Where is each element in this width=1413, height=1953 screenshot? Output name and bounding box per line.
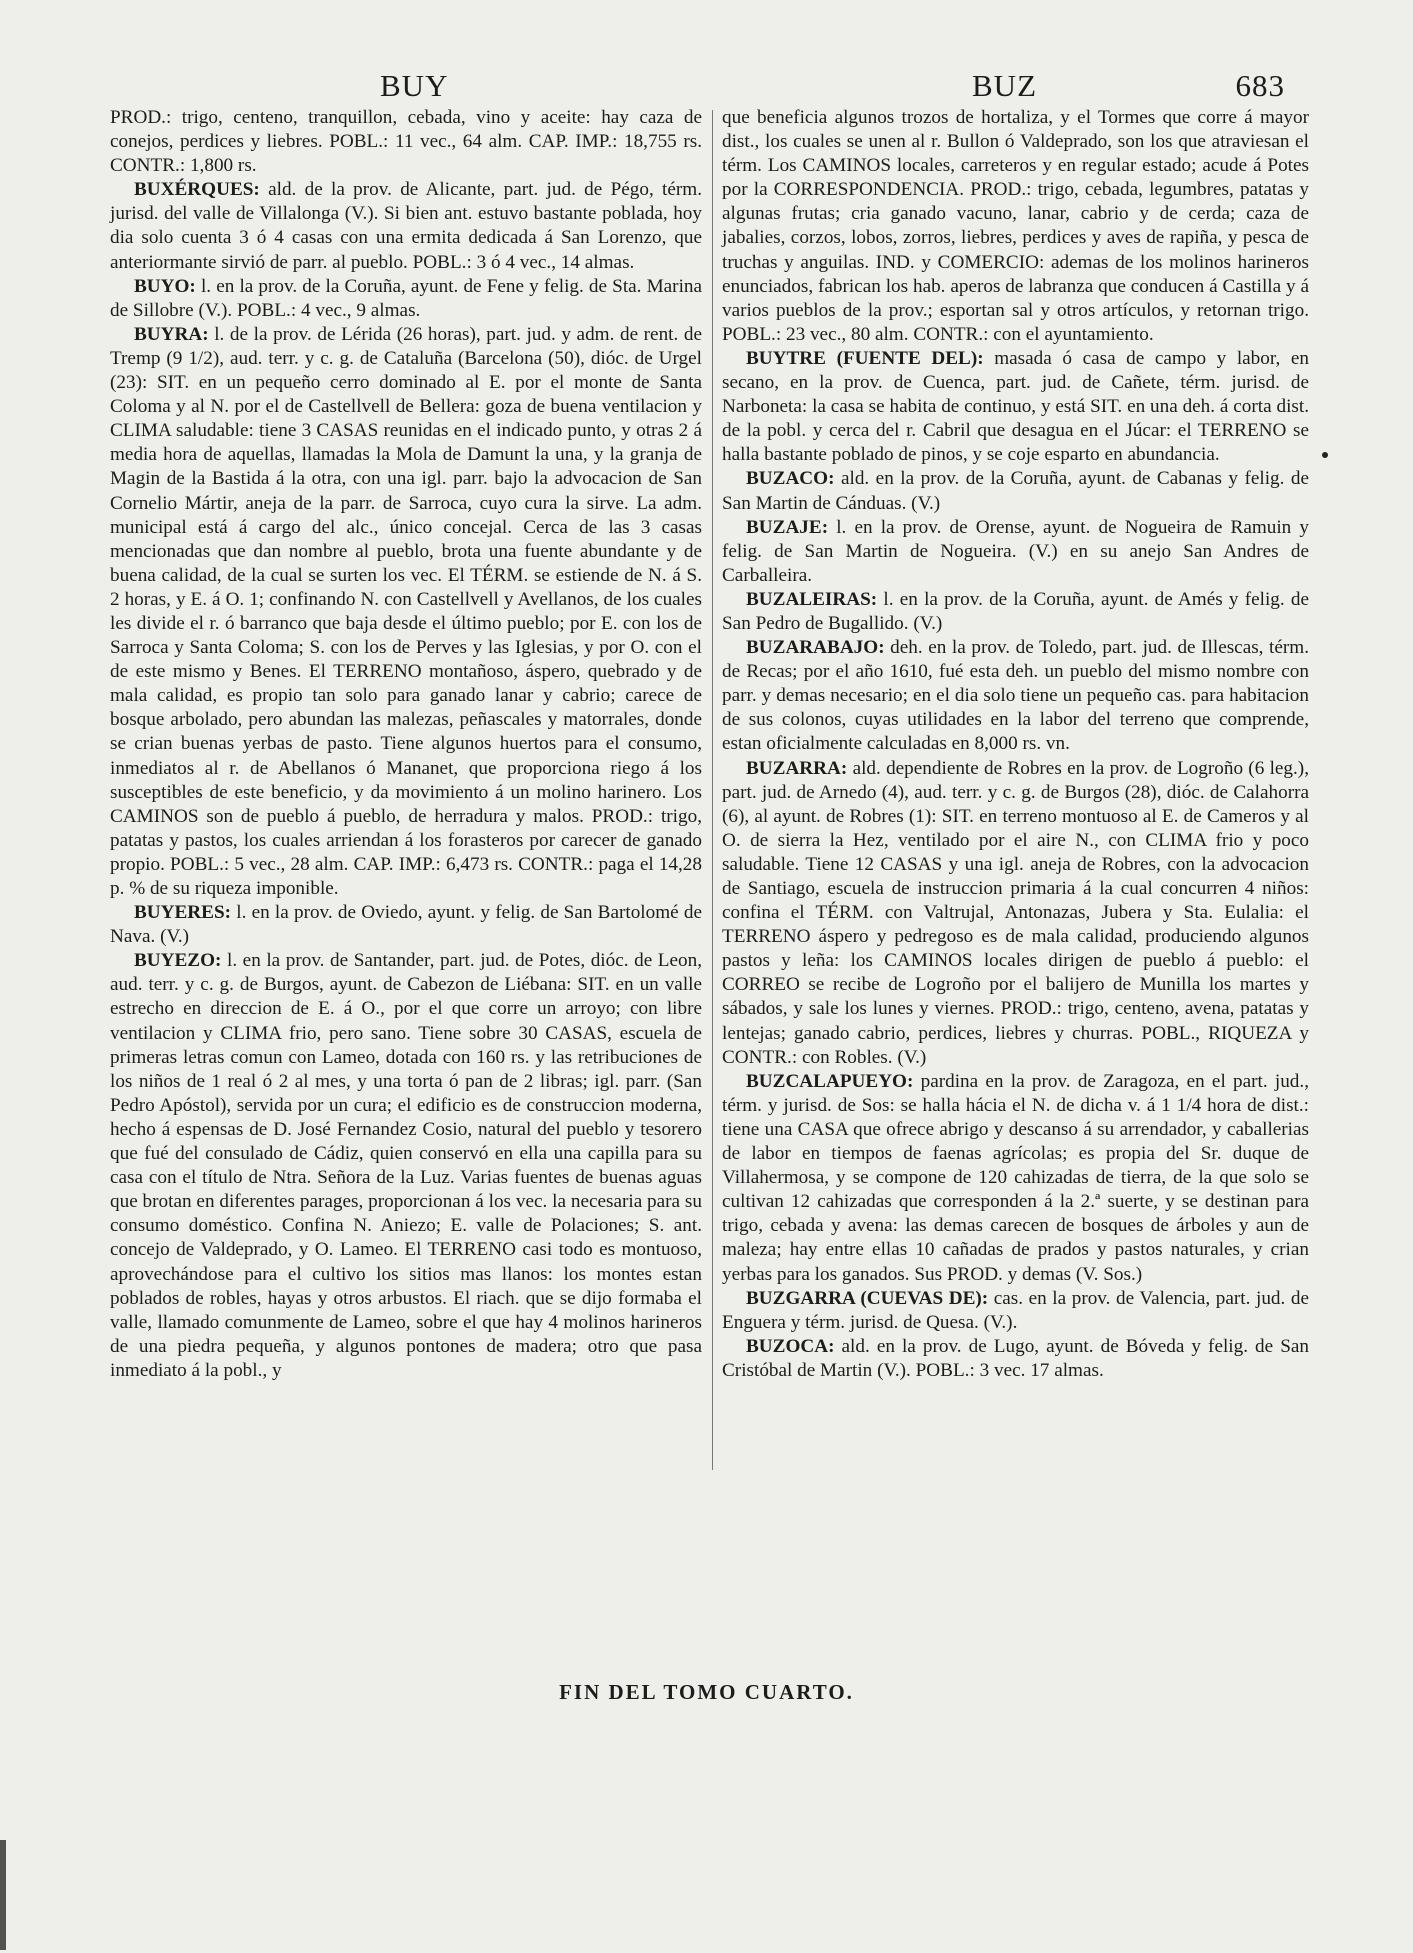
entry-headword: BUZOCA: bbox=[746, 1335, 835, 1357]
entry-text: PROD.: trigo, centeno, tranquillon, cebada, vino y aceite: hay caza de conejos, perdices y liebres. POBL.: 11 vec., 64 alm. CAP. IMP.: 18,755 rs. CONTR.: 1,800 rs. bbox=[110, 107, 702, 177]
dictionary-entry bbox=[722, 347, 1309, 467]
right-column bbox=[722, 106, 1309, 1383]
print-speck bbox=[1322, 452, 1328, 458]
entry-text: l. en la prov. de Orense, ayunt. de Nogueira de Ramuin y felig. de San Martin de Nogueira. (V.) en su anejo San Andres de Carballeira. bbox=[722, 516, 1309, 586]
dictionary-entry bbox=[722, 1335, 1309, 1383]
dictionary-entry bbox=[722, 106, 1309, 347]
left-column bbox=[110, 106, 702, 1383]
page-edge-mark bbox=[0, 1840, 6, 1950]
entry-text: ald. dependiente de Robres en la prov. de Logroño (6 leg.), part. jud. de Arnedo (4), aud. terr. y c. g. de Burgos (28), dióc. de Calahorra (6), al ayunt. de Robres (1): SIT. en terreno montuoso al E. de Cameros y al O. de sierra la Hez, ventilado por el aire N., con CLIMA frio y poco saludable. Tiene 12 CASAS y una igl. aneja de Robres, con la advocacion de Santiago, escuela de instruccion primaria á la cual concurren 4 niños: confina el TÉRM. con Valtrujal, Antonazas, Jubera y Sta. Eulalia: el TERRENO áspero y pedregoso es de mala calidad, produciendo algunos pastos y leña: los CAMINOS locales dirigen de pueblo á pueblo: el CORREO se recibe de Logroño por el balijero de Munilla los martes y sábados, y sale los lunes y viernes. PROD.: trigo, centeno, avena, patatas y lentejas; ganado cabrio, perdices, liebres y churras. POBL., RIQUEZA y CONTR.: con Robles. (V.) bbox=[722, 757, 1309, 1068]
column-divider bbox=[712, 110, 713, 1470]
entry-headword: BUXÉRQUES: bbox=[134, 179, 260, 201]
entry-text: l. en la prov. de Santander, part. jud. de Potes, dióc. de Leon, aud. terr. y c. g. de Burgos, ayunt. de Cabezon de Liébana: SIT. en un valle estrecho en direccion de E. á O., por el que corre un arroyo; con libre ventilacion y CLIMA frio, pero sano. Tiene sobre 30 CASAS, escuela de primeras letras comun con Lameo, dotada con 160 rs. y las retribuciones de los niños de 1 real ó 2 al mes, y una torta ó pan de 2 libras; igl. parr. (San Pedro Apóstol), servida por un cura; el edificio es de construccion moderna, hecho á espensas de D. José Fernandez Cosio, natural del pueblo y tesorero que fué del consulado de Cádiz, quien conservó en ella una capilla para su casa con el título de Ntra. Señora de la Luz. Varias fuentes de buenas aguas que brotan en diferentes parages, proporcionan á los vec. la necesaria para su consumo doméstico. Confina N. Aniezo; E. valle de Polaciones; S. ant. concejo de Valdeprado, y O. Lameo. El TERRENO casi todo es montuoso, aprovechándose para el cultivo los sitios mas llanos: los montes estan poblados de robles, hayas y otros arbustos. El riach. que se dijo formaba el valle, llamado comunmente de Lameo, sobre el que hay 4 molinos harineros de una piedra pequeña, y algunos pontones de madera; otro que pasa inmediato á la pobl., y bbox=[110, 950, 702, 1381]
entry-headword: BUYEZO: bbox=[134, 950, 222, 972]
entry-text: l. en la prov. de Oviedo, ayunt. y felig. de San Bartolomé de Nava. (V.) bbox=[110, 902, 703, 948]
entry-headword: BUZACO: bbox=[746, 468, 835, 490]
entry-headword: BUZARABAJO: bbox=[746, 637, 885, 659]
dictionary-entry bbox=[110, 106, 702, 178]
dictionary-entry bbox=[722, 588, 1309, 636]
end-of-volume-note: FIN DEL TOMO CUARTO. bbox=[559, 1680, 854, 1704]
dictionary-entry bbox=[110, 901, 702, 949]
entry-headword: BUZAJE: bbox=[746, 516, 829, 538]
dictionary-entry bbox=[722, 636, 1309, 756]
running-header-center: BUZ bbox=[972, 68, 1037, 103]
entry-text: que beneficia algunos trozos de hortaliza, y el Tormes que corre á mayor dist., los cuales se unen al r. Bullon ó Valdeprado, son los que atraviesan el térm. Los CAMINOS locales, carreteros y en regular estado; acude á Potes por la CORRESPONDENCIA. PROD.: trigo, cebada, legumbres, patatas y algunas frutas; cria ganado vacuno, lanar, cabrio y de cerda; caza de jabalies, corzos, lobos, zorros, liebres, perdices y aves de rapiña, y pesca de truchas y anguilas. IND. y COMERCIO: ademas de los molinos harineros enunciados, fabrican los hab. aperos de labranza que conducen á Castilla y á varios pueblos de la prov.; esportan sal y otros artículos, y retornan trigo. POBL.: 23 vec., 80 alm. CONTR.: con el ayuntamiento. bbox=[722, 107, 1309, 345]
entry-text: pardina en la prov. de Zaragoza, en el part. jud., térm. y jurisd. de Sos: se halla hácia el N. de dicha v. á 1 1/4 hora de dist.: tiene una CASA que ofrece abrigo y descanso á su arrendador, y caballerias de labor en tiempos de faenas agrícolas; es propia del Sr. duque de Villahermosa, y se compone de 120 cahizadas de tierra, de la que solo se cultivan 12 cahizadas que corresponden á la 2.ª suerte, y se destinan para trigo, cebada y avena: las demas carecen de bosques de árboles y aun de maleza; hay entre ellas 10 cañadas de prados y pastos naturales, y crian yerbas para los ganados. Sus PROD. y demas (V. Sos.) bbox=[722, 1070, 1309, 1285]
entry-headword: BUYERES: bbox=[134, 902, 232, 924]
entry-text: deh. en la prov. de Toledo, part. jud. de Illescas, térm. de Recas; por el año 1610, fué esta deh. un pueblo del mismo nombre con parr. y demas necesario; en el dia solo tiene un pequeño cas. para habitacion de sus colonos, cuyas utilidades en la labor del terreno que comprende, estan oficialmente calculadas en 8,000 rs. vn. bbox=[722, 637, 1310, 755]
dictionary-entry bbox=[110, 323, 702, 901]
entry-headword: BUZARRA: bbox=[746, 757, 848, 779]
entry-headword: BUZCALAPUEYO: bbox=[746, 1070, 914, 1092]
dictionary-entry bbox=[722, 516, 1309, 588]
entry-headword: BUYO: bbox=[134, 275, 196, 297]
page-number: 683 bbox=[1235, 68, 1285, 103]
entry-text: ald. en la prov. de la Coruña, ayunt. de Cabanas y felig. de San Martin de Cánduas. (V.) bbox=[722, 468, 1310, 514]
entry-text: ald. de la prov. de Alicante, part. jud. de Pégo, térm. jurisd. del valle de Villalonga (V.). Si bien ant. estuvo bastante poblada, hoy dia solo cuenta 3 ó 4 casas con una ermita dedicada á San Lorenzo, que anteriormante sirvió de parr. al pueblo. POBL.: 3 ó 4 vec., 14 almas. bbox=[110, 179, 702, 273]
dictionary-entry bbox=[110, 949, 702, 1383]
entry-text: l. en la prov. de la Coruña, ayunt. de Fene y felig. de Sta. Marina de Sillobre (V.). POBL.: 4 vec., 9 almas. bbox=[110, 275, 703, 321]
entry-headword: BUYRA: bbox=[134, 323, 209, 345]
dictionary-entry bbox=[110, 275, 702, 323]
dictionary-entry bbox=[722, 757, 1309, 1070]
dictionary-entry bbox=[110, 178, 702, 274]
entry-text: masada ó casa de campo y labor, en secano, en la prov. de Cuenca, part. jud. de Cañete, térm. jurisd. de Narboneta: la casa se habita de continuo, y está SIT. en una deh. á corta dist. de la pobl. y cerca del r. Cabril que desagua en el Júcar: el TERRENO se halla bastante poblado de pinos, y se coje esparto en abundancia. bbox=[722, 347, 1310, 466]
entry-headword: BUYTRE (FUENTE DEL): bbox=[746, 347, 984, 369]
running-header-left: BUY bbox=[380, 68, 449, 103]
entry-text: l. en la prov. de la Coruña, ayunt. de Amés y felig. de San Pedro de Bugallido. (V.) bbox=[722, 588, 1310, 634]
entry-headword: BUZGARRA (CUEVAS DE): bbox=[746, 1287, 989, 1309]
entry-headword: BUZALEIRAS: bbox=[746, 588, 878, 610]
dictionary-entry bbox=[722, 467, 1309, 515]
dictionary-entry bbox=[722, 1070, 1309, 1287]
entry-text: cas. en la prov. de Valencia, part. jud. de Enguera y térm. jurisd. de Quesa. (V.). bbox=[722, 1287, 1309, 1333]
entry-text: l. de la prov. de Lérida (26 horas), part. jud. y adm. de rent. de Tremp (9 1/2), aud. terr. y c. g. de Cataluña (Barcelona (50), dióc. de Urgel (23): SIT. en un pequeño cerro dominado al E. por el monte de Santa Coloma y al N. por el de Castellvell de Bellera: goza de buena ventilacion y CLIMA saludable: tiene 3 CASAS reunidas en el indicado punto, y otras 2 á media hora de aquellas, llamadas la Mola de Damunt la una, y la granja de Magin de la Bastida á la otra, con una igl. parr. bajo la advocacion de San Cornelio Mártir, aneja de la parr. de Sarroca, cuyo cura la sirve. La adm. municipal está á cargo del alc., único concejal. Cerca de las 3 casas mencionadas que dan nombre al pueblo, brota una fuente abundante y de buena calidad, de la cual se surten los vec. El TÉRM. se estiende de N. á S. 2 horas, y E. á O. 1; confinando N. con Castellvell y Avellanos, de los cuales les divide el r. ó barranco que baja desde el último pueblo; por E. con los de Sarroca y Santa Coloma; S. con los de Perves y las Iglesias, y por O. con el de este mismo y Benes. El TERRENO montañoso, áspero, quebrado y de mala calidad, es propio tan solo para ganado lanar y cabrio; carece de bosque arbolado, pero abundan las malezas, peñascales y matorrales, donde se crian buenas yerbas de pasto. Tiene algunos huertos para el consumo, inmediatos al r. de Abellanos ó Mananet, que proporciona riego á los susceptibles de este beneficio, y da movimiento á un molino harinero. Los CAMINOS son de pueblo á pueblo, de herradura y malos. PROD.: trigo, patatas y pastos, los cuales arriendan á los forasteros por carecer de ganado propio. POBL.: 5 vec., 28 alm. CAP. IMP.: 6,473 rs. CONTR.: paga el 14,28 p. % de su riqueza imponible. bbox=[110, 323, 702, 899]
dictionary-entry bbox=[722, 1287, 1309, 1335]
entry-text: ald. en la prov. de Lugo, ayunt. de Bóveda y felig. de San Cristóbal de Martin (V.). POBL.: 3 vec. 17 almas. bbox=[722, 1335, 1309, 1381]
